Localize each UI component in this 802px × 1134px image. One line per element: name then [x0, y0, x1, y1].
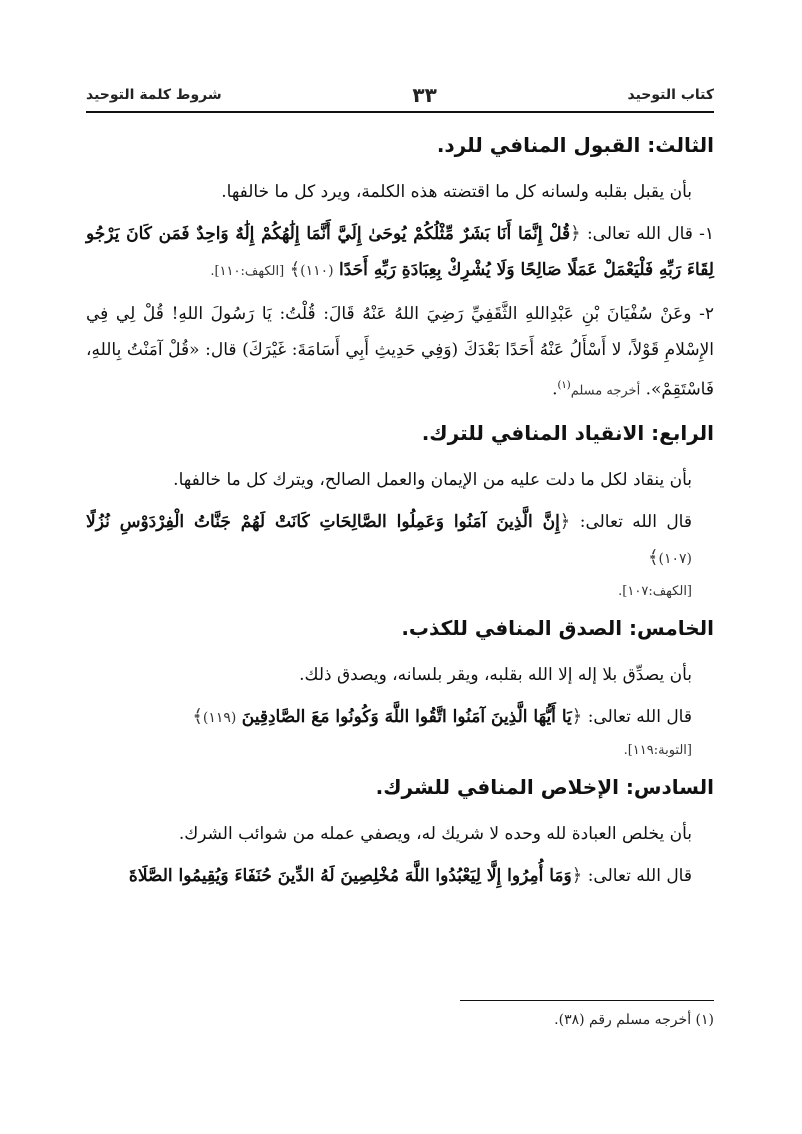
quran-verse: إِنَّ الَّذِينَ آمَنُوا وَعَمِلُوا الصَّالِحَاتِ كَانَتْ لَهُمْ جَنَّاتُ الْفِرْدَوْسِ نُزُلًا: [86, 511, 560, 532]
section-heading-6: السادس: الإخلاص المنافي للشرك.: [375, 774, 714, 799]
section-heading-4: الرابع: الانقياد المنافي للترك.: [421, 420, 714, 445]
quran-open-ornament: ﴿: [571, 864, 583, 886]
main-content: [86, 122, 714, 900]
section-4-text: بأن ينقاد لكل ما دلت عليه من الإيمان والعمل الصالح، ويترك كل ما خالفها.: [173, 469, 692, 490]
book-title: كتاب التوحيد: [627, 87, 714, 103]
section-4-verse: [86, 504, 714, 577]
verse-reference: [الكهف:١١٠].: [210, 264, 285, 279]
verse-reference: [التوبة:١١٩].: [623, 742, 692, 758]
verse-lead: قال الله تعالى:: [579, 511, 692, 532]
footnote-marker[interactable]: (١): [557, 380, 571, 391]
hadith-text: ٢- وعَنْ سُفْيَانَ بْنِ عَبْدِاللهِ الثَّقَفِيِّ رَضِيَ اللهُ عَنْهُ قَالَ: قُلْتُ: يَا رَسُولَ اللهِ! قُلْ لِي فِي الإِسْلامِ قَوْلاً، لا أَسْأَلُ عَنْهُ أَحَدًا بَعْدَكَ (وَفِي حَدِيثِ أَبِي أَسَامَةَ: غَيْرَكَ) قال: «قُلْ آمَنْتُ بِاللهِ، فَاسْتَقِمْ».: [86, 304, 714, 400]
quran-open-ornament: ﴿: [559, 510, 571, 532]
item-1-lead: ١- قال الله تعالى:: [586, 224, 714, 244]
page-number: ٣٣: [412, 83, 437, 107]
section-heading-5: الخامس: الصدق المنافي للكذب.: [401, 615, 714, 640]
section-3-item-1: [86, 216, 714, 290]
quran-close-ornament: ﴾: [289, 259, 301, 280]
verse-lead: قال الله تعالى:: [587, 706, 692, 727]
quran-open-ornament: ﴿: [570, 223, 581, 244]
header-rule: [86, 111, 714, 113]
section-6-text: بأن يخلص العبادة لله وحده لا شريك له، ويصفي عمله من شوائب الشرك.: [178, 823, 692, 844]
verse-reference: [الكهف:١٠٧].: [618, 583, 692, 599]
section-3-text: بأن يقبل بقلبه ولسانه كل ما اقتضته هذه الكلمة، ويرد كل ما خالفها.: [221, 182, 692, 202]
quran-close-ornament: ﴾: [192, 705, 203, 727]
ayah-number: (١١٩): [202, 709, 237, 726]
quran-open-ornament: ﴿: [571, 705, 583, 727]
quran-close-ornament: ﴾: [647, 546, 659, 568]
page-header: [86, 80, 714, 110]
footnote: (١) أخرجه مسلم رقم (٣٨).: [554, 1012, 714, 1028]
ayah-number: (١٠٧): [658, 550, 692, 567]
chapter-title: شروط كلمة التوحيد: [86, 87, 222, 103]
footnote-rule: [460, 1000, 714, 1001]
hadith-reference: أخرجه مسلم: [570, 383, 641, 399]
verse-lead: قال الله تعالى:: [587, 865, 692, 886]
section-5-text: بأن يصدِّق بلا إله إلا الله بقلبه، ويقر بلسانه، ويصدق ذلك.: [299, 664, 692, 685]
section-3-item-2: ٢- وعَنْ سُفْيَانَ بْنِ عَبْدِاللهِ الثَّقَفِيِّ رَضِيَ اللهُ عَنْهُ قَالَ: قُلْتُ: يَا رَسُولَ اللهِ! قُلْ لِي فِي الإِسْلامِ قَوْلاً، لا أَسْأَلُ عَنْهُ أَحَدًا بَعْدَكَ (وَفِي حَدِيثِ أَبِي أَسَامَةَ: غَيْرَكَ) قال: «قُلْ آمَنْتُ بِاللهِ، فَاسْتَقِمْ». أخرجه مسلم$^{(١)}$.: [86, 304, 714, 400]
quran-verse: قُلْ إِنَّمَا أَنَا بَشَرٌ مِّثْلُكُمْ يُوحَىٰ إِلَيَّ أَنَّمَا إِلَٰهُكُمْ إِلَٰهٌ وَاحِدٌ فَمَن كَانَ يَرْجُو لِقَاءَ رَبِّهِ فَلْيَعْمَلْ عَمَلًا صَالِحًا وَلَا يُشْرِكْ بِعِبَادَةِ رَبِّهِ أَحَدًا: [86, 224, 714, 280]
quran-verse: يَا أَيُّهَا الَّذِينَ آمَنُوا اتَّقُوا اللَّهَ وَكُونُوا مَعَ الصَّادِقِينَ: [241, 706, 572, 727]
section-heading-3: الثالث: القبول المنافي للرد.: [436, 133, 714, 157]
quran-verse: وَمَا أُمِرُوا إِلَّا لِيَعْبُدُوا اللَّهَ مُخْلِصِينَ لَهُ الدِّينَ حُنَفَاءَ وَيُقِيمُوا الصَّلَاةَ: [128, 865, 572, 886]
ayah-number: (١١٠): [300, 263, 334, 279]
section-5-verse: [86, 699, 714, 736]
section-6-verse: [86, 858, 714, 894]
